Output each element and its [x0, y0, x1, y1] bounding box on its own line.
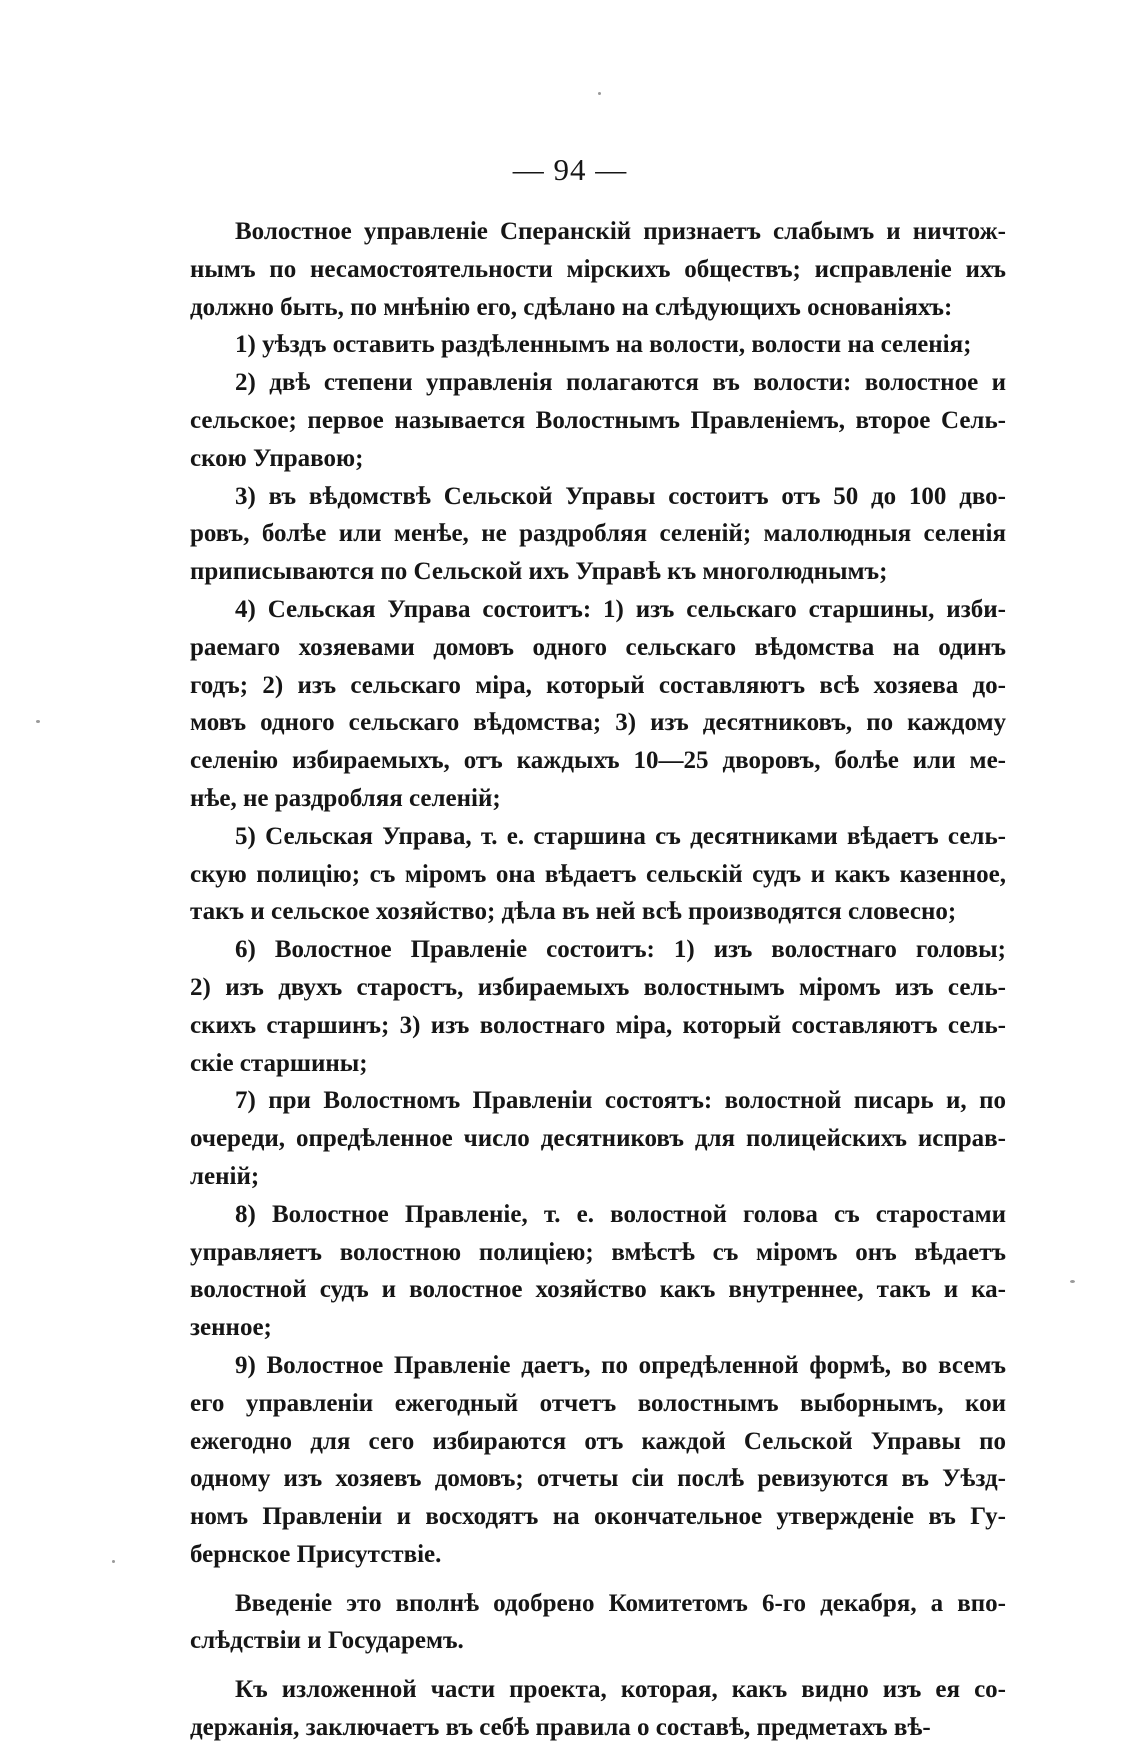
text-line: 2) двѣ степени управленія полагаются въ волости: волостное и — [235, 369, 1006, 397]
paragraph — [190, 1082, 1006, 1195]
text-line: 7) при Волостномъ Правленіи состоятъ: волостной писарь и, по — [235, 1087, 1006, 1115]
text-line: номъ Правленіи и восходятъ на окончательное утвержденіе въ Гу- — [190, 1503, 1006, 1531]
text-line: одному изъ хозяевъ домовъ; отчеты сіи послѣ ревизуются въ Уѣзд- — [190, 1465, 1006, 1493]
text-line: скою Управою; — [190, 444, 364, 472]
text-line: мовъ одного сельскаго вѣдомства; 3) изъ десятниковъ, по каждому — [190, 709, 1006, 737]
text-line: такъ и сельское хозяйство; дѣла въ ней всѣ производятся словесно; — [190, 898, 957, 926]
paper-speck — [598, 92, 601, 95]
text-line: должно быть, по мнѣнію его, сдѣлано на слѣдующихъ основаніяхъ: — [190, 293, 953, 321]
text-line: ровъ, болѣе или менѣе, не раздробляя селеній; малолюдныя селенія — [190, 520, 1006, 548]
text-line: скую полицію; съ міромъ она вѣдаетъ сельскій судъ и какъ казенное, — [190, 860, 1006, 888]
text-line: скихъ старшинъ; 3) изъ волостнаго міра, который составляютъ сель- — [190, 1011, 1006, 1039]
text-line: 4) Сельская Управа состоитъ: 1) изъ сельскаго старшины, изби- — [235, 595, 1006, 623]
text-line: 2) изъ двухъ старостъ, избираемыхъ волостнымъ міромъ изъ сель- — [190, 973, 1006, 1001]
text-line: 6) Волостное Правленіе состоитъ: 1) изъ волостнаго головы; — [235, 936, 1006, 964]
paragraph — [190, 326, 1006, 364]
text-line: сельское; первое называется Волостнымъ Правленіемъ, второе Сель- — [190, 406, 1006, 434]
text-line: селенію избираемыхъ, отъ каждыхъ 10—25 дворовъ, болѣе или ме- — [190, 747, 1006, 775]
paper-speck — [112, 1560, 115, 1563]
text-line: 5) Сельская Управа, т. е. старшина съ десятниками вѣдаетъ сель- — [235, 822, 1006, 850]
text-line: Волостное управленіе Сперанскій признаетъ слабымъ и ничтож- — [235, 218, 1006, 245]
text-line: раемаго хозяевами домовъ одного сельскаго вѣдомства на одинъ — [190, 633, 1006, 661]
text-line: 1) уѣздъ оставить раздѣленнымъ на волости, волости на селенія; — [235, 331, 972, 359]
text-line: нѣе, не раздробляя селеній; — [190, 784, 501, 812]
text-line: 8) Волостное Правленіе, т. е. волостной голова съ старостами — [235, 1200, 1006, 1228]
paragraph — [190, 1347, 1006, 1585]
paragraph — [190, 591, 1006, 818]
paragraph — [190, 1196, 1006, 1347]
text-line: волостной судъ и волостное хозяйство какъ внутреннее, такъ и ка- — [190, 1276, 1006, 1304]
text-line: годъ; 2) изъ сельскаго міра, который составляютъ всѣ хозяева до- — [190, 671, 1006, 699]
text-line: приписываются по Сельской ихъ Управѣ къ многолюднымъ; — [190, 558, 888, 586]
text-line: Къ изложенной части проекта, которая, какъ видно изъ ея со- — [235, 1676, 1006, 1704]
text-line: бернское Присутствіе. — [190, 1540, 442, 1568]
paragraph-gap — [190, 1660, 1006, 1671]
text-line: Введеніе это вполнѣ одобрено Комитетомъ 6-го декабря, а впо- — [235, 1589, 1006, 1617]
text-line: скіе старшины; — [190, 1049, 368, 1077]
text-line: 3) въ вѣдомствѣ Сельской Управы состоитъ отъ 50 до 100 дво- — [235, 482, 1006, 510]
paragraph-gap — [190, 1574, 1006, 1585]
paragraph — [190, 213, 1006, 326]
text-line: слѣдствіи и Государемъ. — [190, 1627, 464, 1655]
paragraph — [190, 1671, 1006, 1747]
paragraph — [190, 931, 1006, 1082]
text-line: леній; — [190, 1162, 260, 1190]
paragraph — [190, 364, 1006, 477]
text-line: ежегодно для сего избираются отъ каждой Сельской Управы по — [190, 1427, 1006, 1455]
text-line: очереди, опредѣленное число десятниковъ для полицейскихъ исправ- — [190, 1125, 1006, 1153]
text-line: 9) Волостное Правленіе даетъ, по опредѣленной формѣ, во всемъ — [235, 1351, 1006, 1379]
text-line: управляетъ волостною полиціею; вмѣстѣ съ міромъ онъ вѣдаетъ — [190, 1238, 1006, 1266]
text-line: зенное; — [190, 1314, 272, 1342]
text-line: держанія, заключаетъ въ себѣ правила о составѣ, предметахъ вѣ- — [190, 1714, 931, 1742]
paper-speck — [1070, 1280, 1075, 1283]
text-line: нымъ по несамостоятельности мірскихъ обществъ; исправленіе ихъ — [190, 255, 1006, 283]
page-number: — 94 — — [512, 152, 628, 187]
paper-speck — [36, 720, 40, 723]
paragraph — [190, 1585, 1006, 1672]
body-text — [190, 213, 1006, 1747]
paragraph — [190, 478, 1006, 591]
paragraph — [190, 818, 1006, 931]
text-line: его управленіи ежегодный отчетъ волостнымъ выборнымъ, кои — [190, 1389, 1006, 1417]
